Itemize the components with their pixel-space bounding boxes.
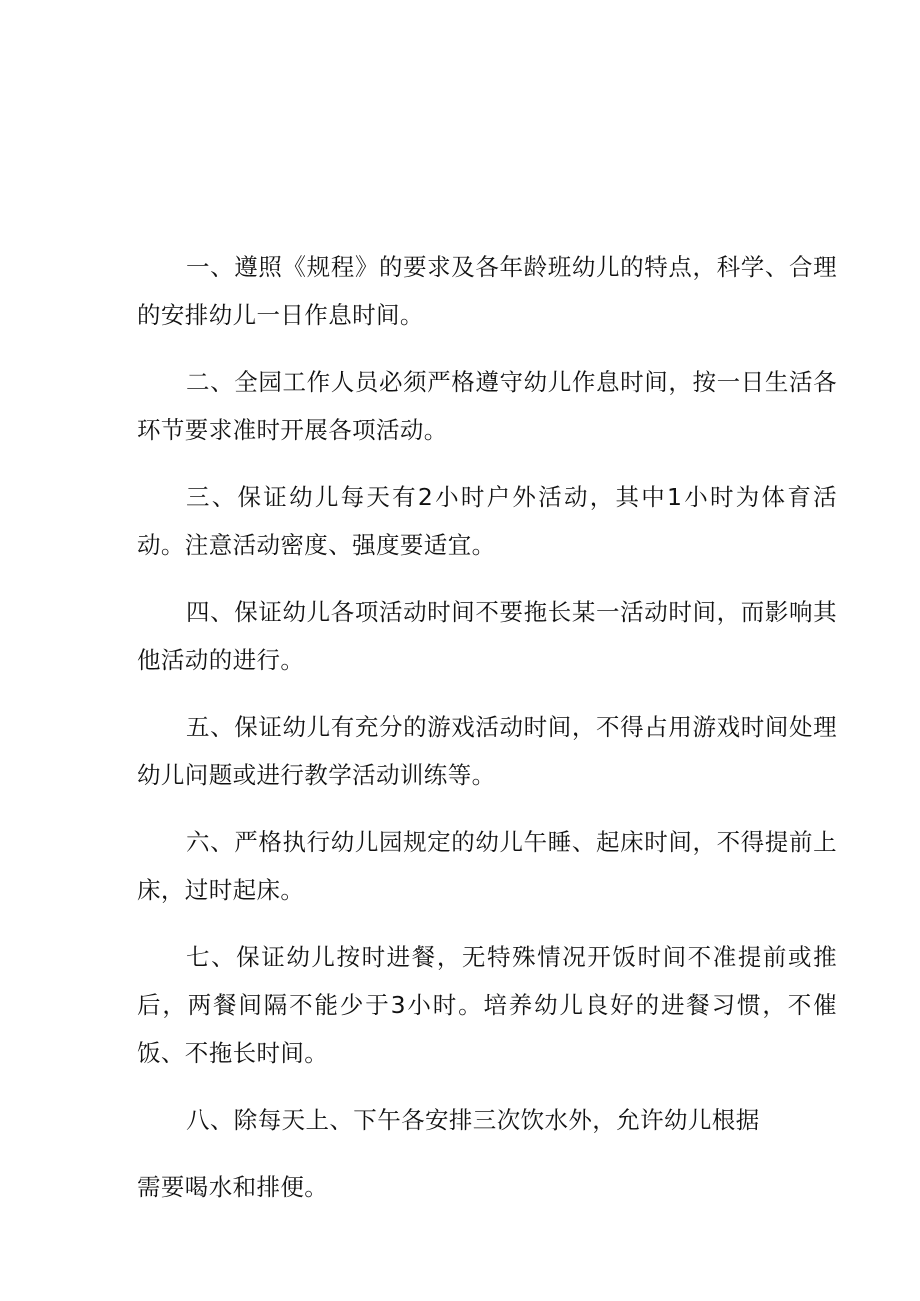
paragraph-5: 五、保证幼儿有充分的游戏活动时间，不得占用游戏时间处理幼儿问题或进行教学活动训练等。 bbox=[137, 713, 837, 789]
document-body bbox=[137, 243, 837, 1230]
paragraph-2: 二、全园工作人员必须严格遵守幼儿作息时间，按一日生活各环节要求准时开展各项活动。 bbox=[137, 368, 837, 444]
paragraph-4: 四、保证幼儿各项活动时间不要拖长某一活动时间，而影响其他活动的进行。 bbox=[137, 598, 837, 674]
paragraph-1: 一、遵照《规程》的要求及各年龄班幼儿的特点，科学、合理的安排幼儿一日作息时间。 bbox=[137, 253, 837, 329]
paragraph-8: 八、除每天上、下午各安排三次饮水外，允许幼儿根据 bbox=[186, 1106, 760, 1134]
paragraph-3: 三、保证幼儿每天有2小时户外活动，其中1小时为体育活动。注意活动密度、强度要适宜。 bbox=[137, 483, 837, 559]
paragraph-8-continuation: 需要喝水和排便。 bbox=[137, 1173, 329, 1201]
paragraph-6: 六、严格执行幼儿园规定的幼儿午睡、起床时间，不得提前上床，过时起床。 bbox=[137, 828, 837, 904]
paragraph-7: 七、保证幼儿按时进餐，无特殊情况开饭时间不准提前或推后，两餐间隔不能少于3小时。培养幼儿良好的进餐习惯，不催饭、不拖长时间。 bbox=[137, 943, 837, 1067]
